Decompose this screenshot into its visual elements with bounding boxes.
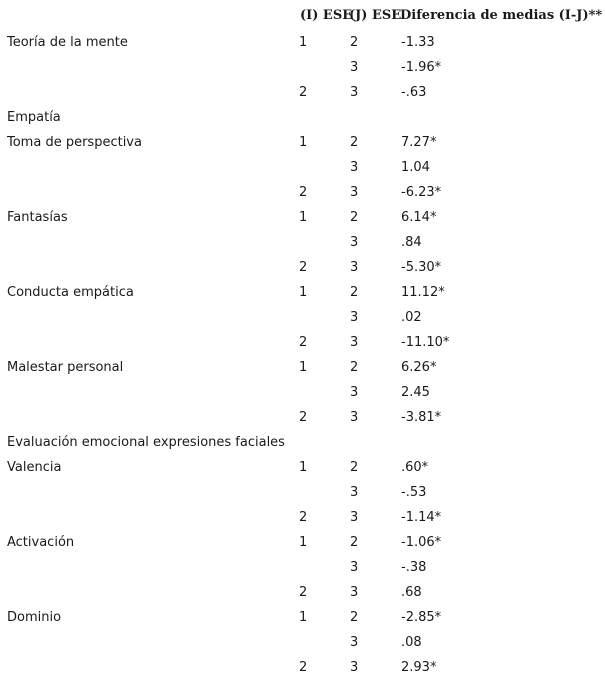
table-row [0,455,605,480]
cell-i: 2 [299,410,308,425]
cell-j: 2 [350,35,359,50]
table-row [0,430,605,455]
cell-mean-difference: .08 [401,635,422,650]
cell-j: 2 [350,360,359,375]
cell-j: 3 [350,335,359,350]
cell-i: 2 [299,85,308,100]
column-header-j: (J) ESE [349,8,402,23]
table-row [0,580,605,605]
row-label: Conducta empática [7,285,134,300]
cell-mean-difference: -6.23* [401,185,442,200]
row-label: Malestar personal [7,360,124,375]
table-row [0,105,605,130]
cell-mean-difference: -.38 [401,560,427,575]
table-row [0,80,605,105]
row-label: Valencia [7,460,62,475]
cell-j: 3 [350,410,359,425]
cell-i: 2 [299,585,308,600]
cell-j: 3 [350,385,359,400]
cell-i: 1 [299,460,308,475]
cell-mean-difference: -1.96* [401,60,442,75]
cell-i: 2 [299,260,308,275]
table-row [0,305,605,330]
row-label: Fantasías [7,210,68,225]
cell-j: 3 [350,310,359,325]
cell-i: 2 [299,185,308,200]
cell-i: 2 [299,660,308,675]
cell-mean-difference: .84 [401,235,422,250]
table-row [0,630,605,655]
cell-j: 3 [350,560,359,575]
cell-j: 3 [350,235,359,250]
cell-j: 2 [350,535,359,550]
table-row [0,505,605,530]
cell-i: 1 [299,210,308,225]
cell-mean-difference: -1.14* [401,510,442,525]
cell-mean-difference: 6.26* [401,360,437,375]
cell-mean-difference: -5.30* [401,260,442,275]
cell-mean-difference: 11.12* [401,285,445,300]
cell-j: 3 [350,185,359,200]
table-row [0,380,605,405]
table-row [0,205,605,230]
cell-i: 1 [299,610,308,625]
cell-i: 1 [299,35,308,50]
cell-mean-difference: 7.27* [401,135,437,150]
cell-j: 3 [350,585,359,600]
cell-mean-difference: -1.06* [401,535,442,550]
row-label: Dominio [7,610,62,625]
cell-mean-difference: .68 [401,585,422,600]
table-row [0,530,605,555]
table-row [0,355,605,380]
table-row [0,130,605,155]
cell-j: 3 [350,60,359,75]
row-label: Toma de perspectiva [7,135,142,150]
cell-mean-difference: -1.33 [401,35,435,50]
cell-mean-difference: -.53 [401,485,427,500]
cell-j: 2 [350,610,359,625]
table-row [0,230,605,255]
cell-j: 3 [350,635,359,650]
cell-i: 1 [299,360,308,375]
cell-mean-difference: 1.04 [401,160,430,175]
cell-i: 2 [299,335,308,350]
cell-mean-difference: 6.14* [401,210,437,225]
cell-mean-difference: 2.45 [401,385,430,400]
table-row [0,30,605,55]
table-row [0,255,605,280]
table-row [0,655,605,680]
table-row [0,330,605,355]
cell-j: 2 [350,285,359,300]
cell-j: 3 [350,160,359,175]
cell-i: 1 [299,285,308,300]
row-label: Evaluación emocional expresiones faciales [7,435,285,450]
cell-mean-difference: -.63 [401,85,427,100]
cell-mean-difference: -11.10* [401,335,450,350]
column-header-i: (I) ESE [300,8,353,23]
cell-j: 3 [350,485,359,500]
cell-mean-difference: -3.81* [401,410,442,425]
cell-j: 2 [350,460,359,475]
cell-mean-difference: .60* [401,460,429,475]
table-header [0,8,605,28]
table-row [0,605,605,630]
row-label: Teoría de la mente [7,35,128,50]
cell-j: 2 [350,135,359,150]
cell-j: 3 [350,260,359,275]
table-row [0,405,605,430]
cell-mean-difference: -2.85* [401,610,442,625]
cell-i: 1 [299,535,308,550]
table-row [0,280,605,305]
cell-i: 2 [299,510,308,525]
cell-j: 2 [350,210,359,225]
table-row [0,555,605,580]
row-label: Empatía [7,110,61,125]
cell-mean-difference: .02 [401,310,422,325]
table-row [0,55,605,80]
cell-i: 1 [299,135,308,150]
cell-mean-difference: 2.93* [401,660,437,675]
table-row [0,155,605,180]
cell-j: 3 [350,510,359,525]
column-header-mean-difference: Diferencia de medias (I-J)** [400,8,603,23]
cell-j: 3 [350,660,359,675]
table-body [0,30,605,680]
table-row [0,180,605,205]
row-label: Activación [7,535,75,550]
table-row [0,480,605,505]
cell-j: 3 [350,85,359,100]
